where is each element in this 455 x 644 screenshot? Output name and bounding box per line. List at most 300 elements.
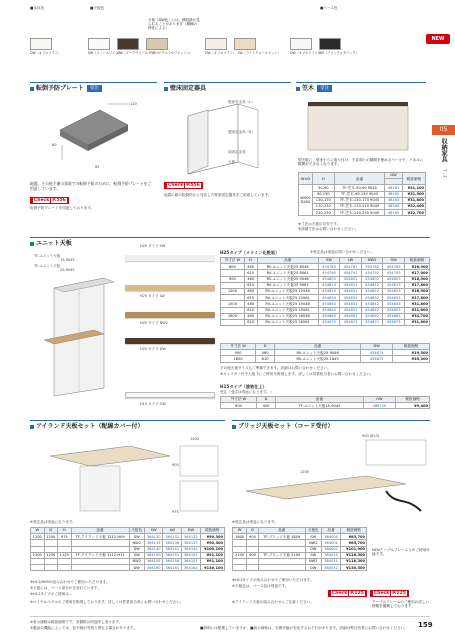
td: 975 xyxy=(58,534,72,540)
footer-note: ※表示価格は税抜価格です。消費税は別途申し受けます。 xyxy=(30,620,123,624)
td: ¥32,400 xyxy=(402,203,425,209)
td: ¥16,900 xyxy=(404,276,429,282)
td: NW2 xyxy=(305,540,321,546)
td: RV-ユニット天板25 18046 xyxy=(257,313,318,319)
section-title-unit-top: ユニット天板 xyxy=(30,239,72,248)
th: 品番 xyxy=(321,528,341,534)
swatch-dw[interactable] xyxy=(117,38,139,50)
td: 364157 xyxy=(182,558,201,564)
th: 税抜価格 xyxy=(404,258,429,264)
td: DW xyxy=(305,546,321,552)
td: 364131 xyxy=(163,534,182,540)
td: 364135 xyxy=(144,540,163,546)
td: 486710 xyxy=(363,403,396,409)
h15-table xyxy=(220,396,430,409)
diagram-label: TF-ユニット天板 xyxy=(34,254,61,258)
swatch-tw[interactable] xyxy=(146,38,168,50)
bridge-illustration xyxy=(236,436,432,516)
th: 外寸法 W xyxy=(221,258,245,264)
desk-sample-ow xyxy=(125,392,215,398)
td: ¥91,100 xyxy=(200,558,224,564)
td: 610 xyxy=(244,270,257,276)
bridge-dim: 900 (610) xyxy=(362,434,380,438)
desk-sample-nw2 xyxy=(125,312,215,318)
td: RV-ユニット天板25 12061 xyxy=(257,295,318,301)
swatch-label: BM（ブラックメタリック） xyxy=(319,51,359,55)
td: 364132 xyxy=(182,534,201,540)
td: TF-笠木-210-250 9045 xyxy=(334,210,385,216)
side-tab-sub: T・F xyxy=(441,169,447,178)
td: 364011 xyxy=(321,558,341,564)
th: H xyxy=(58,528,72,534)
swatch-sw[interactable] xyxy=(88,38,110,50)
desk-sample-dw xyxy=(125,338,215,344)
dim-label: 120 xyxy=(130,102,137,106)
kasagi-note: ※寸法は天板の目安です。 xyxy=(298,222,341,226)
td: 48161 xyxy=(385,185,402,191)
td: 900 xyxy=(221,350,256,356)
td: RV-ユニット天板25-9046 xyxy=(274,350,360,356)
plate-desc: 地震、その他不慮の事故での転倒予防のために、転倒予防プレートをご用意しています。 xyxy=(30,181,152,191)
h25-title: H25タイプ（メラミン化粧板） xyxy=(220,250,280,255)
island-dim: 900 xyxy=(172,463,179,467)
th: NW2 xyxy=(361,258,383,264)
td: ¥9,400 xyxy=(396,403,430,409)
td: RV-ユニット天板25 12046 xyxy=(257,288,318,294)
td: RV-ユニット天板25 18061 xyxy=(257,319,318,325)
bullet-icon xyxy=(232,425,236,429)
td: TF-ユニット天板15-9045 xyxy=(276,403,364,409)
bullet-icon xyxy=(296,87,300,91)
new-badge: NEW xyxy=(426,34,450,44)
td: 364155 xyxy=(144,558,163,564)
th: 外寸法 W xyxy=(221,397,257,403)
th: D xyxy=(244,258,257,264)
td: RV-ユニット天板25 9046 xyxy=(257,276,318,282)
swatch-label: OW（オフホワイト） xyxy=(30,51,61,55)
td: RV-ユニット天板25 15061 xyxy=(257,307,318,313)
island-note: ※受注品は別途になります。 xyxy=(30,520,76,524)
th: SW xyxy=(144,528,163,534)
td: ¥90,300 xyxy=(200,540,224,546)
td: ¥83,700 xyxy=(341,540,367,546)
td: 454782 xyxy=(361,264,383,270)
td: TF-アイランド天板 1212-H11 xyxy=(71,552,129,558)
td: NW2 xyxy=(129,540,144,546)
td: ¥31,800 xyxy=(404,319,429,325)
bridge-table xyxy=(232,527,367,571)
th: 税抜価格 xyxy=(393,344,430,350)
desk-type-label: H25 タイプ LW xyxy=(140,294,165,298)
th: DW xyxy=(182,528,201,534)
td: 454863 xyxy=(383,313,405,319)
th: 外寸法 W xyxy=(221,344,256,350)
th: DW xyxy=(361,344,393,350)
td: 454783 xyxy=(383,264,405,270)
td: ¥34,700 xyxy=(404,313,429,319)
desk-type-label: H25 タイプ SW xyxy=(140,244,166,248)
th: 税抜価格 xyxy=(341,528,367,534)
bridge-check-link-2[interactable]: Check P.125 xyxy=(370,590,409,597)
td: 1125 xyxy=(58,552,72,558)
bullet-icon xyxy=(30,87,34,91)
swatch-label: LW（ライトウォールナット） xyxy=(238,51,281,55)
th: LW xyxy=(340,258,362,264)
td: ¥32,700 xyxy=(402,210,425,216)
bridge-side-note-2: テーブルフレームのご使用の詳しい情報を掲載しております。 xyxy=(372,600,430,609)
h15-note: 受注（受注は別途になります。） xyxy=(220,390,274,394)
td: 454792 xyxy=(361,270,383,276)
h25-check-note: ※キャスター付き天板下にご使用を推奨します。詳しくは営業担当者にお問い合わせください。 xyxy=(220,372,374,376)
section-rule xyxy=(30,82,157,83)
td: 454850 xyxy=(318,307,340,313)
swatch-label: OW（オフホワイト） xyxy=(290,51,321,55)
td: 48163 xyxy=(385,197,402,203)
td: DW xyxy=(129,565,144,571)
td: RV-ユニット天板25 8061 xyxy=(257,270,318,276)
plate-check-link[interactable]: Check P.556 xyxy=(30,197,69,204)
td: 454872 xyxy=(361,319,383,325)
td: ¥130,500 xyxy=(341,565,367,571)
th: D xyxy=(247,528,259,534)
diagram-label: TF-ユニット天板 xyxy=(34,264,61,268)
td: ¥101,900 xyxy=(341,546,367,552)
td: 454832 xyxy=(361,295,383,301)
th: W xyxy=(31,528,45,534)
td: 454842 xyxy=(361,301,383,307)
td: 364141 xyxy=(163,546,182,552)
fixture-label: 壁固定金具（S） xyxy=(228,130,255,134)
swatch-base-bm[interactable] xyxy=(319,38,341,50)
td: ¥19,500 xyxy=(393,350,430,356)
td: 610 xyxy=(244,295,257,301)
td: 454853 xyxy=(383,307,405,313)
td: SW xyxy=(305,534,321,540)
base-color-label: ■ベース色 xyxy=(320,6,338,10)
td: 610 xyxy=(256,356,275,362)
desk-sample-sw xyxy=(125,255,215,261)
td: 364152 xyxy=(182,552,201,558)
island-illustration xyxy=(40,436,220,516)
td xyxy=(233,565,247,571)
th: 品番 xyxy=(257,258,318,264)
td: 454820 xyxy=(318,288,340,294)
section-rule xyxy=(30,420,225,421)
bridge-rows xyxy=(233,534,367,571)
td: 454791 xyxy=(340,270,362,276)
td: 454780 xyxy=(318,264,340,270)
bridge-side-note: NOVテーブルフレームとのご使用可能です。 xyxy=(372,548,430,557)
td xyxy=(44,565,58,571)
th: D xyxy=(256,344,275,350)
kasagi-illustration xyxy=(298,98,424,158)
swatch-lw[interactable] xyxy=(234,38,256,50)
td: 48165 xyxy=(385,210,402,216)
td: 454790 xyxy=(318,270,340,276)
swatch-ow2[interactable] xyxy=(205,38,227,50)
island-rows xyxy=(31,534,225,571)
fixture-label: 床固定金具 xyxy=(228,150,246,154)
td: ¥35,300 xyxy=(393,356,430,362)
island-note: ※H11/H09の組み合わせでご使用いただけます。 xyxy=(30,580,110,584)
td: ¥116,300 xyxy=(341,558,367,564)
bridge-check-link[interactable]: Check P.125 xyxy=(328,590,367,597)
section-title-plate: 転倒予防プレート 受注 xyxy=(30,84,102,93)
td: TF-アイランド天板 1212-H09 xyxy=(71,534,129,540)
td: 454802 xyxy=(361,276,383,282)
td: 364000 xyxy=(321,534,341,540)
td: RV-ユニット天板25 15046 xyxy=(257,301,318,307)
th: 品番 xyxy=(71,528,129,534)
td: 454862 xyxy=(361,313,383,319)
section-rule xyxy=(164,82,291,83)
td: ¥91,100 xyxy=(200,552,224,558)
kasagi-table xyxy=(298,172,426,216)
td: 364136 xyxy=(163,540,182,546)
footer-note: ※製品の機能によっては、色や柄が実物と異なる場合があります。 xyxy=(30,626,137,630)
td: DW xyxy=(129,546,144,552)
td: 364012 xyxy=(321,565,341,571)
td: 460 xyxy=(244,301,257,307)
td: 900 xyxy=(221,403,257,409)
th: D xyxy=(44,528,58,534)
td: ¥17,800 xyxy=(404,295,429,301)
td xyxy=(71,565,129,571)
plate-desc2: 転倒予防プレートを用意しております。 xyxy=(30,206,95,210)
td: ¥31,800 xyxy=(404,301,429,307)
td: 610 xyxy=(244,319,257,325)
td xyxy=(58,565,72,571)
td: 454833 xyxy=(383,295,405,301)
th: OW xyxy=(363,397,396,403)
td: ¥31,500 xyxy=(402,191,425,197)
unit-top-rows xyxy=(221,264,430,326)
td: 364140 xyxy=(144,546,163,552)
td: 364151 xyxy=(163,552,182,558)
island-dim: 975 xyxy=(172,510,179,514)
td: 1800 xyxy=(221,313,245,319)
td xyxy=(221,319,245,325)
td: 454870 xyxy=(318,319,340,325)
td: SW xyxy=(129,552,144,558)
island-note: ※H11タイプのご使用は… xyxy=(30,592,73,596)
td: 460 xyxy=(244,264,257,270)
section-title-kasagi: 笠木 受注 xyxy=(296,84,332,93)
td: 454781 xyxy=(340,264,362,270)
th: H xyxy=(313,173,335,185)
td: 454811 xyxy=(340,282,362,288)
swatch-note: 天板（DW色）には、横紋跡が見られることがあります（樹種の特性による） xyxy=(148,18,200,31)
td: 454861 xyxy=(340,313,362,319)
td: 50-90 xyxy=(313,185,335,191)
td xyxy=(258,565,305,571)
td xyxy=(247,565,259,571)
swatch-base-ow[interactable] xyxy=(290,38,312,50)
diagram-label: 25-9045 xyxy=(60,268,75,272)
island-note: ※天板には、ベース部分が含まれています。 xyxy=(30,586,101,590)
th: SW xyxy=(318,258,340,264)
table-row xyxy=(221,319,430,325)
td: 1800 xyxy=(221,356,256,362)
td: RV-ユニット天板25 8046 xyxy=(257,264,318,270)
desk-sample-lw xyxy=(125,285,215,291)
td: 454841 xyxy=(340,301,362,307)
fixture-illustration xyxy=(168,96,278,176)
td: 454803 xyxy=(383,276,405,282)
td: 454822 xyxy=(361,288,383,294)
td: 364150 xyxy=(144,552,163,558)
td: 1200 xyxy=(44,552,58,558)
td: ¥31,800 xyxy=(404,307,429,313)
td: W900 D450 xyxy=(299,185,313,216)
td: 800 xyxy=(221,264,245,270)
island-footer: ※ロイヤルペダルのご使用を推奨しております。詳しくは営業担当者にお問い合わせください。 xyxy=(30,600,184,604)
td: 364162 xyxy=(182,565,201,571)
td: 900 xyxy=(247,552,259,558)
td: 454810 xyxy=(318,282,340,288)
h25-extra-table xyxy=(220,343,430,363)
th: 天板色 xyxy=(129,528,144,534)
island-dim: 1200 xyxy=(190,437,199,441)
td: 2100 xyxy=(233,552,247,558)
td: ¥17,000 xyxy=(404,270,429,276)
td: NW2 xyxy=(129,558,144,564)
td: 454860 xyxy=(318,313,340,319)
td: 364001 xyxy=(321,540,341,546)
td: DW xyxy=(305,565,321,571)
fixture-label: 天板 xyxy=(228,160,235,164)
td: 454821 xyxy=(340,288,362,294)
td: TF-笠木-170-210 9045 xyxy=(334,203,385,209)
td: 454830 xyxy=(318,295,340,301)
td: 454812 xyxy=(361,282,383,288)
td: 454840 xyxy=(318,301,340,307)
td: 454871 xyxy=(340,319,362,325)
swatch-label: SW（スノーホワイト） xyxy=(88,51,122,55)
th: 天板色 xyxy=(305,528,321,534)
td: ¥130,100 xyxy=(200,565,224,571)
h25-note: ※受注品は別途お問い合わせください。 xyxy=(310,250,375,254)
th: DW xyxy=(385,173,402,179)
unit-top-table xyxy=(220,257,430,326)
swatch-label: DW（ダークウォールナット） xyxy=(117,51,161,55)
bridge-dim: 1200 xyxy=(300,470,309,474)
td: TF-笠木-50-90 9045 xyxy=(334,185,385,191)
kasagi-desc: 型天板に、壁まわりに取り付け、天井面との隙間を埋めるパーツで、パネルに隙間ができなくなります。 xyxy=(298,158,424,167)
td: 460 xyxy=(244,288,257,294)
td: 900 xyxy=(221,276,245,282)
td: 454823 xyxy=(383,288,405,294)
td: 610 xyxy=(244,307,257,313)
td: 610 xyxy=(244,282,257,288)
td: ¥83,700 xyxy=(341,534,367,540)
td: 454873 xyxy=(383,319,405,325)
td xyxy=(31,565,45,571)
th: 品番 xyxy=(276,397,364,403)
td: 364160 xyxy=(144,565,163,571)
bullet-icon xyxy=(30,425,34,429)
footer-rule xyxy=(30,616,430,617)
kasagi-note: ※詳細寸法はお問い合わせください。 xyxy=(298,227,359,231)
td: 1800 xyxy=(233,534,247,540)
td: 364130 xyxy=(144,534,163,540)
td: 460 xyxy=(244,313,257,319)
td: 364161 xyxy=(163,565,182,571)
td: 1200 xyxy=(31,534,45,540)
td: 1200 xyxy=(31,552,45,558)
td: ¥17,800 xyxy=(404,282,429,288)
side-tab xyxy=(432,125,455,181)
th: 税抜価格 xyxy=(200,528,224,534)
td: 454874 xyxy=(361,350,393,356)
td: 454843 xyxy=(383,301,405,307)
dim-label: 85 xyxy=(95,165,100,169)
side-tab-text: 収納家具 xyxy=(440,138,448,162)
td: ¥16,900 xyxy=(404,288,429,294)
th: 品番 xyxy=(274,344,360,350)
td: 460 xyxy=(256,350,275,356)
table-row xyxy=(233,565,367,571)
plate-illustration xyxy=(50,100,140,170)
td: 48162 xyxy=(385,191,402,197)
section-title-bridge: ブリッジ天板セット（コード受付） xyxy=(232,422,334,431)
top-swatch-header xyxy=(30,6,450,18)
td: ¥100,100 xyxy=(200,546,224,552)
td: NW2 xyxy=(305,558,321,564)
td: 454800 xyxy=(318,276,340,282)
td: 1500 xyxy=(221,301,245,307)
td: RV-ユニット天板25-1845 xyxy=(274,356,360,362)
th: W×D xyxy=(299,173,313,185)
order-tag: 受注 xyxy=(317,85,332,92)
td: ¥90,300 xyxy=(200,534,224,540)
th: 税抜価格 xyxy=(396,397,430,403)
order-tag: 受注 xyxy=(87,85,102,92)
section-title-island: アイランド天板セット（配線カバー付） xyxy=(30,422,143,431)
td: 454793 xyxy=(383,270,405,276)
td: 90-130 xyxy=(313,191,335,197)
fixture-check-link[interactable]: Check P.556 xyxy=(164,182,203,189)
island-table xyxy=(30,527,225,571)
th: W xyxy=(233,528,247,534)
td: 364010 xyxy=(321,552,341,558)
td: 460 xyxy=(244,276,257,282)
bridge-note: ※H11タイプの組み合わせでご使用いただけます。 xyxy=(232,578,314,582)
bullet-icon xyxy=(30,242,34,246)
page-number: 159 xyxy=(418,621,433,629)
td: 454813 xyxy=(383,282,405,288)
th: DW xyxy=(383,258,405,264)
td: 364002 xyxy=(321,546,341,552)
td: 364137 xyxy=(182,540,201,546)
th: 税抜価格 xyxy=(402,173,425,185)
td: 900 xyxy=(247,534,259,540)
bridge-note: ※アイランド天板の組み合わせにご注意ください。 xyxy=(232,600,314,604)
bridge-note: ※受注品は別途になります。 xyxy=(232,520,278,524)
td: 454801 xyxy=(340,276,362,282)
fixture-label: 壁面安全具（L） xyxy=(228,100,255,104)
swatch-label: OW（オフホワイト） xyxy=(205,51,236,55)
td: TF-ブリッジ天板 2109 xyxy=(258,552,305,558)
td: 364142 xyxy=(182,546,201,552)
td: 1200 xyxy=(44,534,58,540)
swatch-ow[interactable] xyxy=(30,38,52,50)
table-row xyxy=(31,565,225,571)
td: SW xyxy=(305,552,321,558)
dim-label: 60 xyxy=(52,143,57,147)
section-rule xyxy=(30,237,430,238)
footer-note: ■照明には配慮していますが、■表示価格は、在庫状態が変化するおそれがあります。詳細は弊社営業にお問い合わせください。 xyxy=(200,626,408,630)
